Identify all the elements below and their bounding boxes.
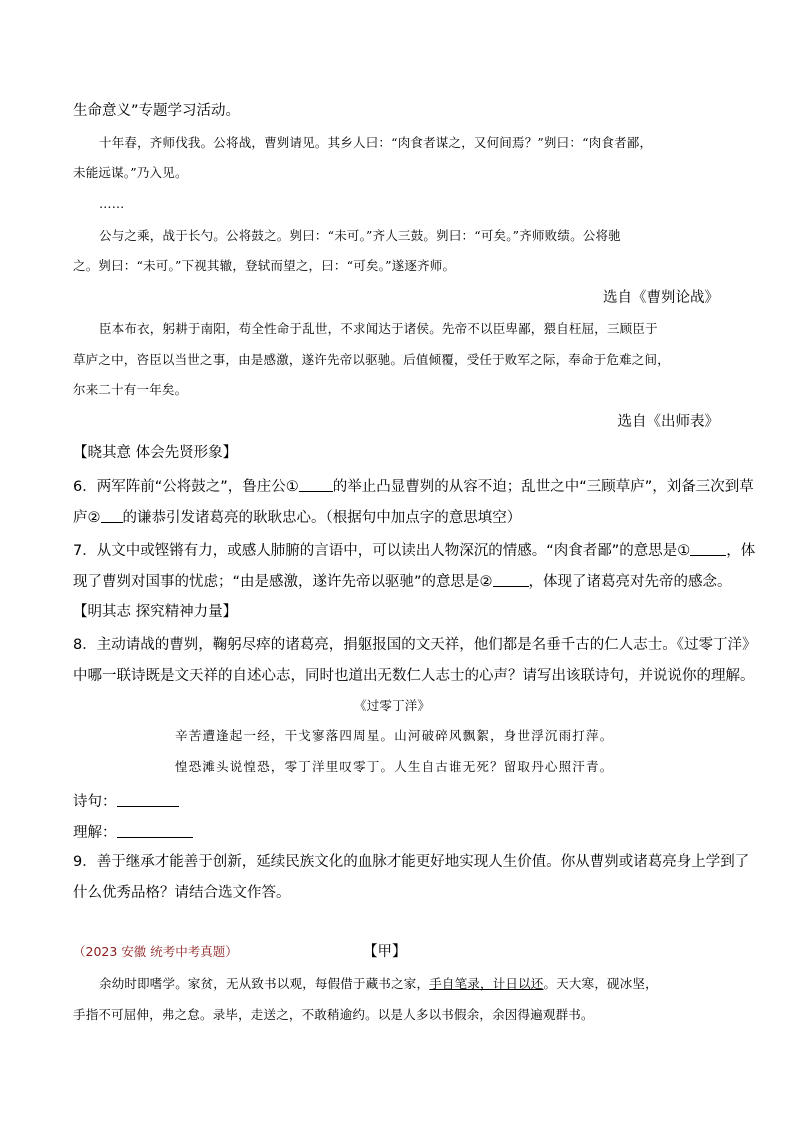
question-9-cont: 什么优秀品格？请结合选文作答。 [73,885,291,901]
passage2-line: 尔来二十有一年矣。 [73,382,188,397]
poem-line: 惶恐滩头说惶恐，零丁洋里叹零丁。人生自古谁无死？留取丹心照汗青。 [175,759,614,774]
question-6-cont: 庐② 的谦恭引发诸葛亮的耿耿忠心。（根据句中加点字的意思填空） [73,510,522,526]
question-8-cont: 中哪一联诗既是文天祥的自述心志，同时也道出无数仁人志士的心声？请写出该联诗句，并说说你的理解。 [73,668,755,684]
question-7-cont: 现了曹刿对国事的忧虑；“由是感激，遂许先帝以驱驰”的意思是② ，体现了诸葛亮对先帝的感念。 [73,574,732,590]
answer-line-understanding: 理解： [73,825,193,841]
section-heading: 【晓其意 体会先贤形象】 [73,445,238,461]
answer-blank[interactable] [101,510,123,523]
section-heading: 【明其志 探究精神力量】 [73,604,238,620]
exam-source-label: （2023 安徽 统考中考真题） [73,944,238,959]
answer-blank[interactable] [690,543,726,556]
source-chushibiao: 选自《出师表》 [617,414,719,430]
passage-jia-heading: 【甲】 [363,944,407,960]
passage1-ellipsis: …… [99,196,125,211]
passage1-line: 未能远谋。”乃入见。 [73,165,188,180]
question-7: 7．从文中或铿锵有力，或感人肺腑的言语中，可以读出人物深沉的情感。“肉食者鄙”的意思是① ，体 [73,543,756,559]
answer-line-verse: 诗句： [73,794,179,810]
passage1-line: 公与之乘，战于长勺。公将鼓之。刿曰：“未可。”齐人三鼓。刿曰：“可矣。”齐师败绩。公将驰 [99,228,621,243]
blank-marker: ② [479,574,493,590]
blank-marker: ① [285,479,299,495]
question-8: 8．主动请战的曹刿，鞠躬尽瘁的诸葛亮，捐躯报国的文天祥，他们都是名垂千古的仁人志士。《过零丁洋》 [73,637,757,653]
question-9: 9．善于继承才能善于创新，延续民族文化的血脉才能更好地实现人生价值。你从曹刿或诸葛亮身上学到了 [73,854,750,870]
passage1-line: 之。刿曰：“未可。”下视其辙，登轼而望之，曰：“可矣。”遂逐齐师。 [73,258,456,273]
answer-blank[interactable] [299,479,333,492]
source-caoguilunzhan: 选自《曹刿论战》 [603,290,719,306]
passage2-line: 臣本布衣，躬耕于南阳，苟全性命于乱世，不求闻达于诸侯。先帝不以臣卑鄙，猥自枉屈，三顾臣于 [99,321,658,336]
blank-marker: ① [677,543,691,559]
understanding-answer-blank[interactable] [117,825,193,838]
intro-line: 生命意义”专题学习活动。 [73,103,241,119]
passage-jia-line: 手指不可屈伸，弗之怠。录毕，走送之，不敢稍逾约。以是人多以书假余，余因得遍观群书。 [73,1007,594,1022]
verse-answer-blank[interactable] [117,794,179,807]
poem-title: 《过零丁洋》 [354,698,431,713]
question-6: 6．两军阵前“公将鼓之”，鲁庄公① 的举止凸显曹刿的从容不迫；乱世之中“三顾草庐”，刘备三次到草 [73,479,754,495]
answer-blank[interactable] [493,574,529,587]
poem-line: 辛苦遭逢起一经，干戈寥落四周星。山河破碎风飘絮，身世浮沉雨打萍。 [175,728,614,743]
passage1-line: 十年春，齐师伐我。公将战，曹刿请见。其乡人曰：“肉食者谋之，又何间焉？”刿曰：“肉食者鄙， [99,135,653,150]
passage-jia-line: 余幼时即嗜学。家贫，无从致书以观，每假借于藏书之家，手自笔录，计日以还。天大寒，砚冰坚， [99,976,658,991]
underlined-phrase: 手自笔录，计日以还 [429,976,544,991]
blank-marker: ② [87,510,101,526]
passage2-line: 草庐之中，咨臣以当世之事，由是感激，遂许先帝以驱驰。后值倾覆，受任于败军之际，奉命于危难之间， [73,352,670,367]
